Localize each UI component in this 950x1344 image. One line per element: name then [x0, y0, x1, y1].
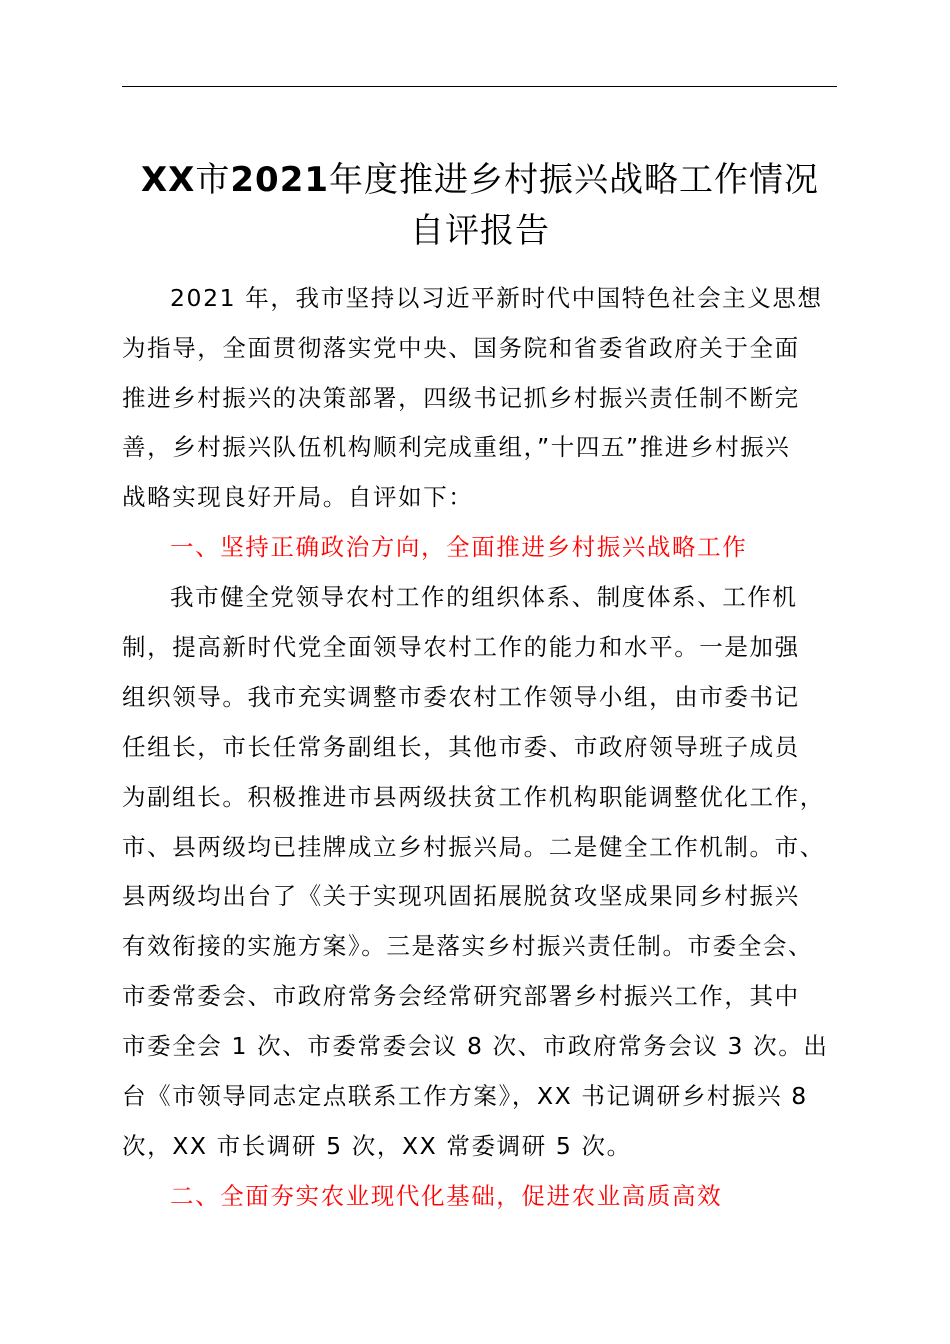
section1-line-6: 市、县两级均已挂牌成立乡村振兴局。二是健全工作机制。市、 [122, 833, 825, 861]
section1-line-3: 组织领导。我市充实调整市委农村工作领导小组，由市委书记 [122, 683, 800, 711]
title-part-city: 市 [195, 160, 231, 200]
title-part-rest: 年度推进乡村振兴战略工作情况 [329, 160, 820, 200]
intro-line-3: 推进乡村振兴的决策部署，四级书记抓乡村振兴责任制不断完 [122, 384, 800, 412]
title-part-year: 2021 [230, 160, 330, 200]
section1-line-4: 任组长，市长任常务副组长，其他市委、市政府领导班子成员 [122, 733, 800, 761]
intro-line-1: 2021 年，我市坚持以习近平新时代中国特色社会主义思想 [170, 284, 823, 312]
intro-line-5: 战略实现良好开局。自评如下： [122, 483, 474, 511]
section1-line-2: 制，提高新时代党全面领导农村工作的能力和水平。一是加强 [122, 633, 800, 661]
intro-line-2: 为指导，全面贯彻落实党中央、国务院和省委省政府关于全面 [122, 334, 800, 362]
intro-line-4: 善，乡村振兴队伍机构顺利完成重组，”十四五”推进乡村振兴 [122, 433, 791, 461]
section1-line-7: 县两级均出台了《关于实现巩固拓展脱贫攻坚成果同乡村振兴 [122, 882, 800, 910]
section1-line-1: 我市健全党领导农村工作的组织体系、制度体系、工作机 [170, 583, 798, 611]
document-title-line1 [100, 152, 860, 201]
section1-line-12: 次，XX 市长调研 5 次，XX 常委调研 5 次。 [122, 1132, 632, 1160]
section1-line-9: 市委常委会、市政府常务会经常研究部署乡村振兴工作，其中 [122, 982, 800, 1010]
section1-line-11: 台《市领导同志定点联系工作方案》，XX 书记调研乡村振兴 8 [122, 1082, 808, 1110]
section1-line-10: 市委全会 1 次、市委常委会议 8 次、市政府常务会议 3 次。出 [122, 1032, 829, 1060]
title-part-xx: XX [140, 160, 196, 200]
section1-line-5: 为副组长。积极推进市县两级扶贫工作机构职能调整优化工作， [122, 783, 825, 811]
section-heading-1: 一、坚持正确政治方向，全面推进乡村振兴战略工作 [170, 533, 748, 561]
document-title-line2: 自评报告 [410, 211, 550, 251]
section-heading-2: 二、全面夯实农业现代化基础，促进农业高质高效 [170, 1182, 723, 1210]
header-rule [122, 86, 837, 87]
section1-line-8: 有效衔接的实施方案》。三是落实乡村振兴责任制。市委全会、 [122, 932, 814, 960]
